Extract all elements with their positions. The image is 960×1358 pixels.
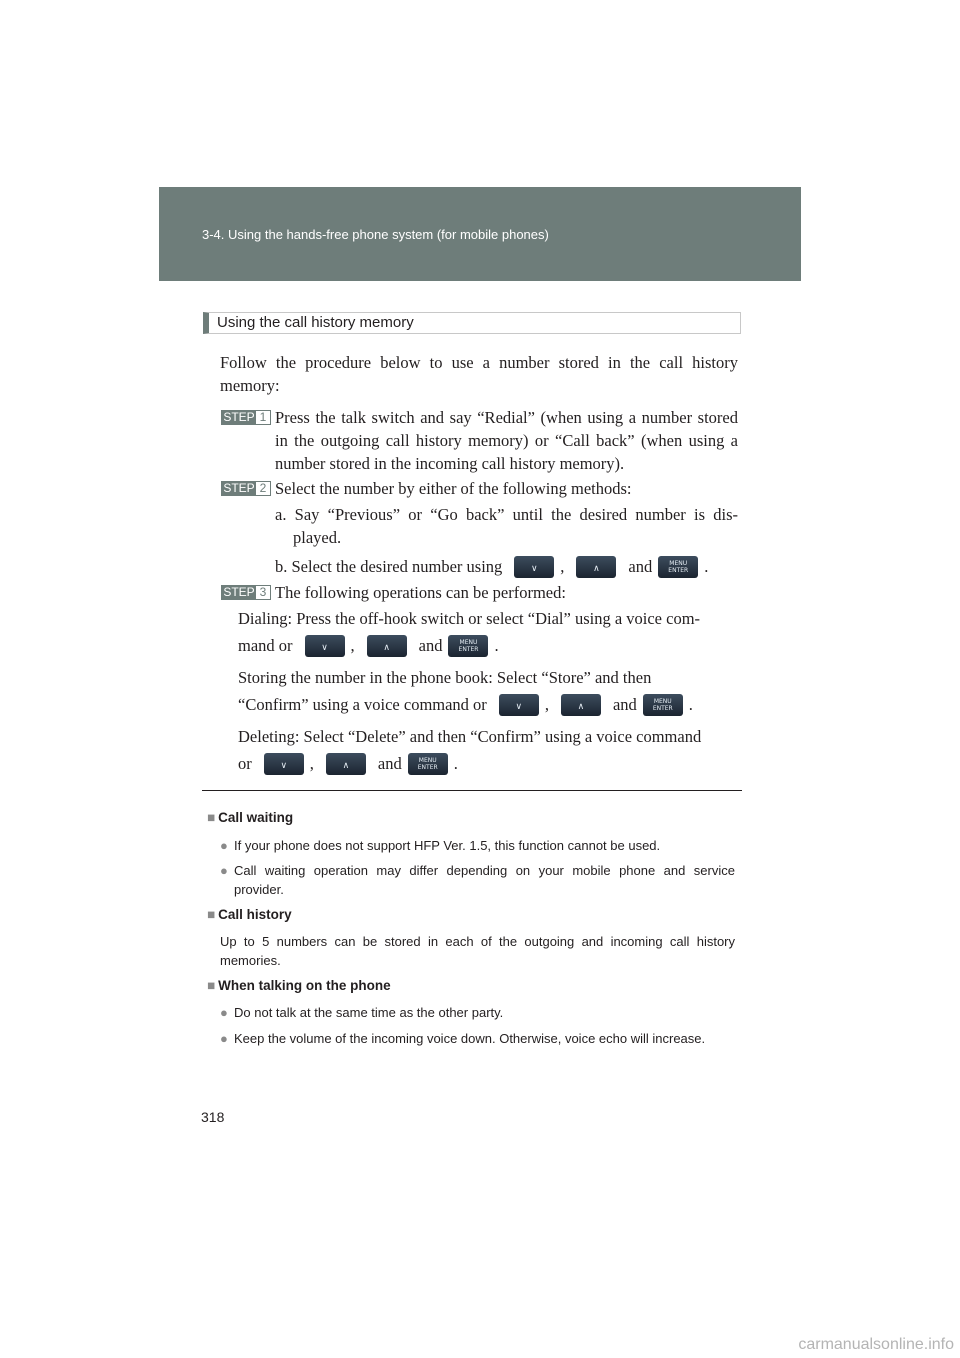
note-heading-talking — [207, 978, 391, 993]
step-number: 2 — [256, 482, 270, 495]
note-title: Call waiting — [218, 810, 294, 825]
down-arrow-button-icon — [264, 753, 304, 775]
deleting-line-2 — [238, 752, 458, 775]
note-text: If your phone does not support HFP Ver. 1.5, this function cannot be used. — [234, 838, 661, 853]
period: . — [494, 636, 499, 655]
note-heading-call-waiting — [207, 810, 293, 825]
and-word: and — [612, 695, 637, 714]
watermark: carmanualsonline.info — [798, 1336, 954, 1353]
deleting-text: Deleting: Select “Delete” and then “Confirm” using a voice command — [238, 727, 702, 746]
menu-enter-button-icon — [658, 556, 698, 578]
square-bullet-icon: ■ — [207, 907, 216, 922]
note-bullet — [220, 861, 735, 899]
period: . — [453, 754, 458, 773]
circle-bullet-icon: ● — [220, 863, 228, 878]
step-label: STEP — [223, 410, 255, 424]
note-bullet — [220, 1029, 735, 1048]
intro-paragraph: Follow the procedure below to use a number stored in the call history memory: — [220, 353, 738, 395]
storing-line-2 — [238, 693, 693, 716]
square-bullet-icon: ■ — [207, 810, 216, 825]
page-number: 318 — [201, 1109, 225, 1125]
step-2-option-b — [275, 555, 708, 578]
menu-enter-button-icon — [448, 635, 488, 657]
chapter-title: 3-4. Using the hands-free phone system (for mobile phones) — [202, 227, 549, 242]
storing-text-2: “Confirm” using a voice command or — [238, 695, 487, 714]
step-1-badge — [221, 410, 271, 425]
note-text: Do not talk at the same time as the other party. — [234, 1005, 504, 1020]
circle-bullet-icon: ● — [220, 1005, 228, 1020]
step-label: STEP — [223, 481, 255, 495]
step-2-option-a: a. Say “Previous” or “Go back” until the desired number is dis-played. — [275, 505, 738, 547]
note-text: Call waiting operation may differ depending on your mobile phone and service provider. — [234, 863, 735, 897]
down-arrow-button-icon — [305, 635, 345, 657]
note-title: When talking on the phone — [218, 978, 391, 993]
note-bullet — [220, 1003, 735, 1022]
down-arrow-button-icon — [499, 694, 539, 716]
dialing-line-2 — [238, 634, 499, 657]
note-heading-call-history — [207, 907, 292, 922]
up-arrow-button-icon — [576, 556, 616, 578]
step-label: STEP — [223, 585, 255, 599]
down-arrow-button-icon — [514, 556, 554, 578]
note-bullet — [220, 836, 735, 855]
dialing-line-1 — [238, 607, 700, 630]
up-arrow-button-icon — [326, 753, 366, 775]
step-1-text: Press the talk switch and say “Redial” (when using a number stored in the outgoing call history memory) or “Call back” (when using a number stored in the incoming call history memory). — [275, 408, 738, 473]
comma: , — [309, 754, 314, 773]
step-3-text: The following operations can be performed: — [275, 583, 566, 602]
comma: , — [350, 636, 355, 655]
menu-enter-button-icon — [643, 694, 683, 716]
up-arrow-button-icon — [561, 694, 601, 716]
and-word: and — [418, 636, 443, 655]
step-number: 3 — [256, 586, 270, 599]
and-word: and — [377, 754, 402, 773]
section-title: Using the call history memory — [203, 312, 741, 334]
circle-bullet-icon: ● — [220, 838, 228, 853]
step-2-text: Select the number by either of the following methods: — [275, 479, 632, 498]
deleting-text-2: or — [238, 754, 252, 773]
option-b-text: b. Select the desired number using — [275, 557, 503, 576]
storing-text: Storing the number in the phone book: Select “Store” and then — [238, 668, 652, 687]
comma: , — [560, 557, 565, 576]
dialing-text: Dialing: Press the off-hook switch or select “Dial” using a voice com- — [238, 609, 701, 628]
dialing-text-2: mand or — [238, 636, 293, 655]
chapter-header — [159, 187, 801, 281]
deleting-line-1 — [238, 725, 701, 748]
circle-bullet-icon: ● — [220, 1031, 228, 1046]
note-title: Call history — [218, 907, 292, 922]
step-3-badge — [221, 585, 271, 600]
and-word: and — [628, 557, 653, 576]
comma: , — [544, 695, 549, 714]
note-text: Keep the volume of the incoming voice down. Otherwise, voice echo will increase. — [234, 1031, 706, 1046]
step-2-badge — [221, 481, 271, 496]
step-number: 1 — [256, 411, 270, 424]
storing-line-1 — [238, 666, 651, 689]
period: . — [704, 557, 709, 576]
up-arrow-button-icon — [367, 635, 407, 657]
note-paragraph: Up to 5 numbers can be stored in each of the outgoing and incoming call history memories. — [220, 934, 735, 968]
menu-enter-button-icon — [408, 753, 448, 775]
section-divider — [202, 790, 742, 791]
period: . — [688, 695, 693, 714]
square-bullet-icon: ■ — [207, 978, 216, 993]
